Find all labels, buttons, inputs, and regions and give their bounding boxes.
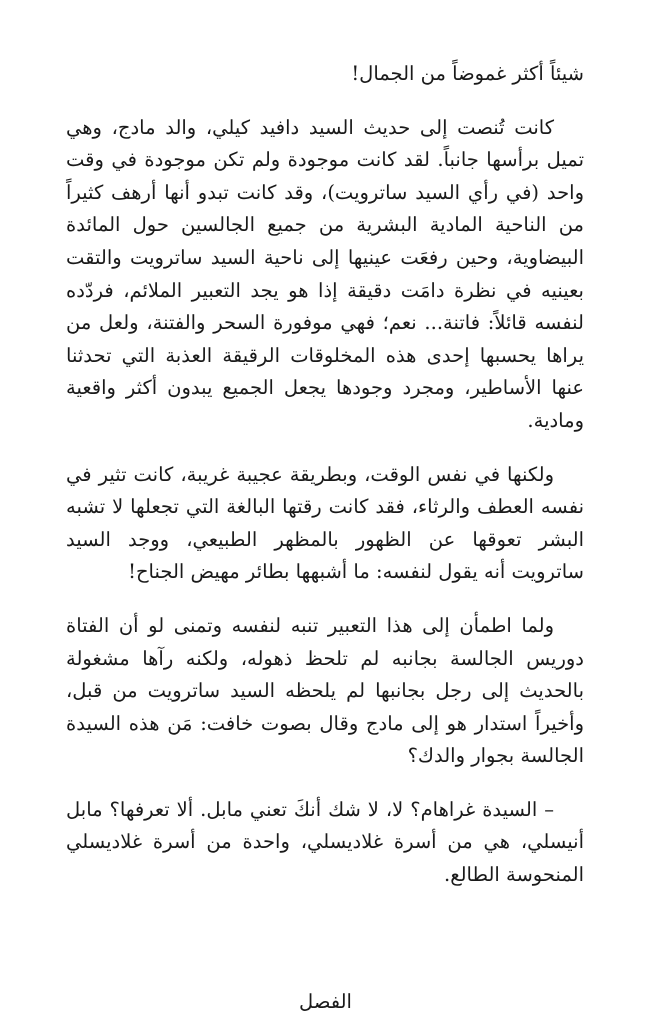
paragraph-3: ولكنها في نفس الوقت، وبطريقة عجيبة غريبة، كانت تثير في نفسه العطف والرثاء، فقد كانت رقتها البالغة التي تجعلها لا تشبه البشر تعوقها عن الظهور بالمظهر الطبيعي، ووجد السيد ساترويت أنه يقول لنفسه: ما أشبهها بطائر مهيض الجناح!	[66, 462, 584, 584]
document-page	[66, 58, 584, 913]
paragraph-2: كانت تُنصت إلى حديث السيد دافيد كيلي، والد مادج، وهي تميل برأسها جانباً. لقد كانت موجودة ولم تكن موجودة في وقت واحد (في رأي السيد ساترويت)، وقد كانت تبدو أنها أرهف كثيراً من الناحية المادية البشرية من جميع الجالسين حول المائدة البيضاوية، وحين رفعَت عينيها إلى ناحية السيد ساترويت والتقت بعينيه في نظرة دامَت دقيقة إذا هو يجد التعبير الملائم، فردّده لنفسه قائلاً: فاتنة... نعم؛ فهي موفورة السحر والفتنة، ولعل من يراها يحسبها إحدى هذه المخلوقات الرقيقة العذبة التي تحدثنا عنها الأساطير، ومجرد وجودها يجعل الجميع يبدون أكثر واقعية ومادية.	[66, 115, 584, 432]
paragraph-4: ولما اطمأن إلى هذا التعبير تنبه لنفسه وتمنى لو أن الفتاة دوريس الجالسة بجانبه لم تلحظ ذهوله، ولكنه رآها مشغولة بالحديث إلى رجل بجانبها لم يلحظه السيد ساترويت من قبل، وأخيراً استدار هو إلى مادج وقال بصوت خافت: مَن هذه السيدة الجالسة بجوار والدك؟	[66, 613, 584, 768]
paragraph-1: شيئاً أكثر غموضاً من الجمال!	[351, 62, 584, 85]
page-footer-cutoff: الفصل	[299, 990, 352, 1013]
paragraph-5: – السيدة غراهام؟ لا، لا شك أنكَ تعني مابل. ألا تعرفها؟ مابل أنيسلي، هي من أسرة غلاديسلي، واحدة من أسرة غلاديسلي المنحوسة الطالع.	[66, 797, 584, 887]
